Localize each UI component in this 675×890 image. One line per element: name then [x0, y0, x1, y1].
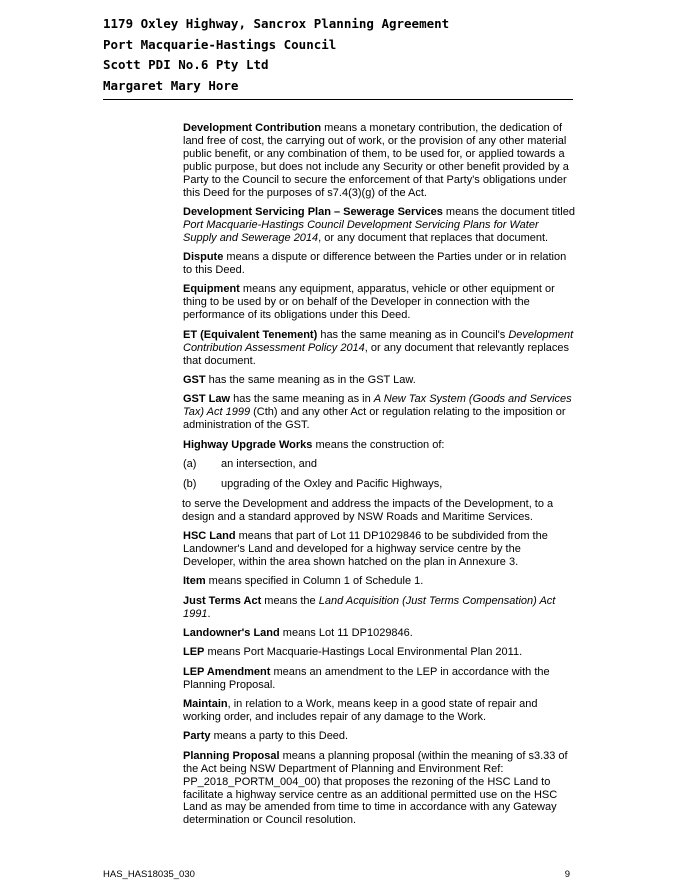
definition-italic: Land Acquisition (Just Terms Compensation) Act 1991	[183, 594, 556, 620]
definition-term: Development Servicing Plan – Sewerage Services	[183, 205, 443, 218]
definition-gst	[183, 374, 575, 387]
list-item	[183, 478, 575, 491]
list-item-text: upgrading of the Oxley and Pacific Highways,	[221, 477, 443, 490]
definition-text: means a planning proposal (within the meaning of s3.33 of the Act being NSW Department of Planning and Environment Ref: PP_2018_PORTM_004_00) that proposes the rezoning of the HSC Land to facilitate a highway service centre as an additional permitted use on the HSC Land as may be amended from time to time in accordance with any Gateway determination or Council resolution.	[183, 749, 568, 827]
definition-equipment	[183, 283, 575, 322]
page-number: 9	[564, 869, 570, 880]
definition-term: Just Terms Act	[183, 594, 262, 607]
list-item	[183, 458, 575, 471]
definition-text: , or any document that replaces that document.	[318, 231, 549, 244]
header-party-landowner: Margaret Mary Hore	[103, 77, 239, 93]
definition-text: , or any document that relevantly replaces that document.	[183, 341, 570, 367]
definition-text: means specified in Column 1 of Schedule 1.	[205, 575, 424, 588]
definition-text: means a monetary contribution, the dedication of land free of cost, the carrying out of work, or the provision of any other material public benefit, or any combination of them, to be used for, or applied towards a public purpose, but does not include any Security or other benefit provided by a Party to the Council to secure the enforcement of that Party's obligations under this Deed for the purposes of s7.4(3)(g) of the Act.	[183, 122, 569, 199]
definition-italic: Development Contribution Assessment Policy 2014	[183, 328, 574, 354]
list-item-label: (a)	[183, 457, 197, 470]
definition-term: Highway Upgrade Works	[183, 438, 313, 451]
definition-gst-law	[183, 393, 575, 432]
header-party-developer: Scott PDI No.6 Pty Ltd	[103, 57, 269, 73]
list-item-text: an intersection, and	[221, 457, 318, 470]
header-party-council: Port Macquarie-Hastings Council	[103, 36, 337, 52]
definition-text: has the same meaning as in the GST Law.	[205, 373, 416, 386]
definitions-body	[183, 122, 575, 834]
definition-text: means any equipment, apparatus, vehicle or other equipment or thing to be used by or on behalf of the Developer in connection with the performance of its obligations under this Deed.	[183, 283, 555, 322]
definition-item	[183, 575, 575, 588]
definition-term: LEP Amendment	[183, 665, 271, 678]
definition-term: HSC Land	[183, 530, 236, 543]
definition-hsc-land	[183, 530, 575, 569]
definition-lep	[183, 646, 575, 659]
definition-dispute	[183, 251, 575, 277]
definition-text: means a dispute or difference between the Parties under or in relation to this Deed.	[183, 251, 567, 277]
definition-text: means an amendment to the LEP in accordance with the Planning Proposal.	[183, 665, 550, 691]
definition-planning-proposal	[183, 750, 575, 827]
definition-lep-amendment	[183, 666, 575, 692]
definition-text: means the construction of:	[312, 438, 445, 451]
document-reference: HAS_HAS18035_030	[103, 869, 195, 880]
document-header	[103, 14, 573, 100]
definition-text: .	[207, 607, 211, 620]
definition-italic: Port Macquarie-Hastings Council Development Servicing Plans for Water Supply and Sewerage 2014	[183, 218, 539, 244]
definition-term: Equipment	[183, 283, 240, 296]
definition-term: LEP	[183, 646, 205, 659]
definition-text: means the	[261, 594, 319, 607]
definition-term: Planning Proposal	[183, 749, 280, 762]
header-title: 1179 Oxley Highway, Sancrox Planning Agreement	[103, 16, 450, 31]
highway-continuation-text: to serve the Development and address the impacts of the Development, to a design and a standard approved by NSW Roads and Maritime Services.	[182, 497, 554, 523]
definition-text: means Port Macquarie-Hastings Local Environmental Plan 2011.	[204, 646, 523, 659]
definition-text: means that part of Lot 11 DP1029846 to be subdivided from the Landowner's Land and developed for a highway service centre by the Developer, within the area shown hatched on the plan in Annexure 3.	[183, 530, 548, 568]
definition-development-servicing-plan	[183, 206, 575, 245]
definition-term: Landowner's Land	[183, 627, 280, 639]
definition-term: Maintain	[183, 698, 228, 711]
definition-term: GST	[183, 373, 206, 386]
definition-landowners-land	[183, 627, 575, 640]
definition-just-terms-act	[183, 595, 575, 621]
definition-text: , in relation to a Work, means keep in a good state of repair and working order, and includes repair of any damage to the Work.	[183, 698, 538, 724]
list-item-label: (b)	[183, 477, 197, 490]
definition-term: Dispute	[183, 251, 224, 264]
definition-italic: A New Tax System (Goods and Services Tax) Act 1999	[183, 393, 572, 419]
definition-text: means the document titled	[442, 205, 575, 218]
definition-highway-upgrade-works	[183, 439, 575, 452]
definition-term: GST Law	[183, 393, 231, 406]
definition-term: Item	[183, 575, 206, 588]
definition-text: has the same meaning as in Council's	[317, 328, 509, 341]
definition-et	[183, 329, 575, 368]
definition-text: means a party to this Deed.	[210, 730, 349, 743]
definition-maintain	[183, 698, 575, 724]
definition-text: (Cth) and any other Act or regulation relating to the imposition or administration of the GST.	[183, 406, 566, 432]
definition-party	[183, 730, 575, 743]
definition-term: Party	[183, 730, 211, 743]
definition-term: ET (Equivalent Tenement)	[183, 328, 318, 341]
definition-development-contribution	[183, 122, 575, 199]
definition-term: Development Contribution	[183, 122, 322, 134]
definition-text: has the same meaning as in	[230, 393, 374, 406]
definition-text: means Lot 11 DP1029846.	[279, 627, 413, 639]
